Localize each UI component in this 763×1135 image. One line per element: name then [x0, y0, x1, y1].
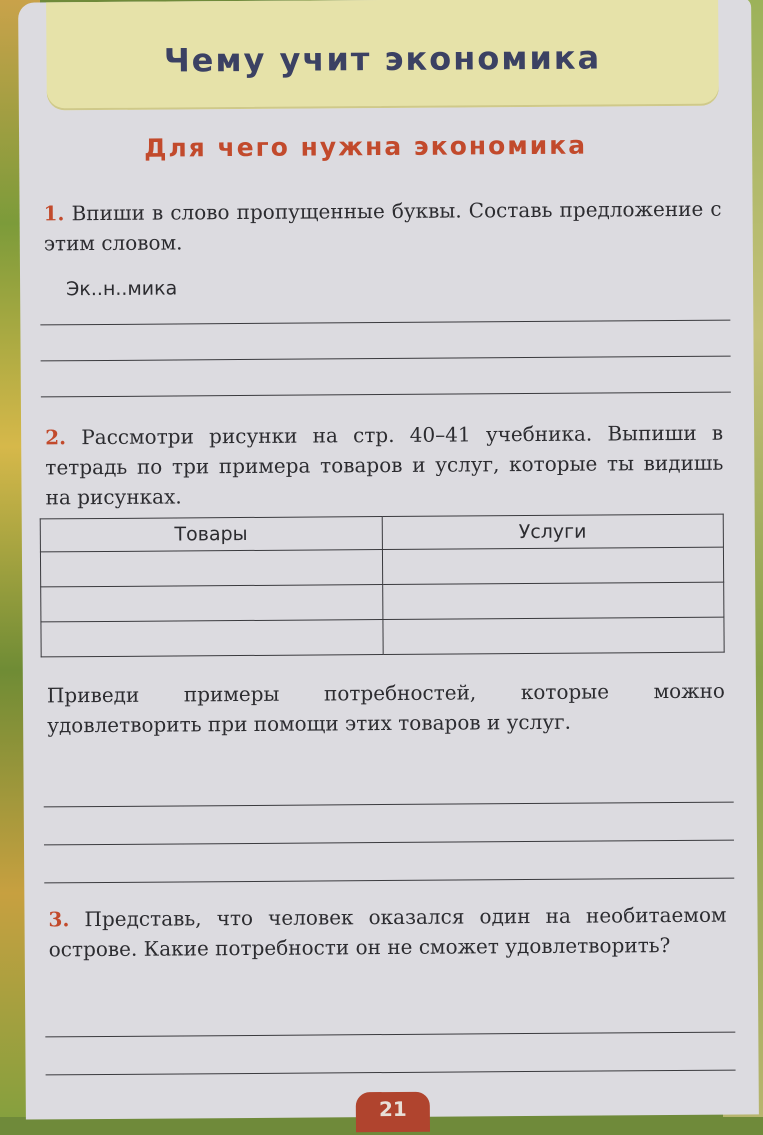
- answer-line[interactable]: [45, 1032, 735, 1038]
- task-2-text: Рассмотри рисунки на стр. 40–41 учебника. Выпиши в тетрадь по три примера товаров и услуг, которые ты видишь на рисунках.: [45, 420, 724, 510]
- task-1: [43, 194, 721, 259]
- answer-line[interactable]: [46, 1070, 736, 1076]
- chapter-title: Чему учит экономика: [163, 38, 602, 80]
- task-3-text: Представь, что человек оказался один на необитаемом острове. Какие потребности он не сможет удовлетворить?: [48, 902, 727, 962]
- table-cell-goods[interactable]: [40, 550, 382, 587]
- task-2: [45, 418, 724, 513]
- task-1-word: Эк..н..мика: [66, 277, 178, 301]
- table-cell-services[interactable]: [382, 582, 724, 619]
- task-3: [48, 900, 726, 965]
- table-cell-services[interactable]: [382, 547, 724, 584]
- table-cell-goods[interactable]: [41, 585, 383, 622]
- table-header-goods: Товары: [40, 517, 382, 552]
- table-row: [41, 617, 724, 657]
- answer-line[interactable]: [44, 840, 734, 846]
- task-3-number: 3.: [48, 907, 70, 932]
- table-header-row: [40, 514, 723, 552]
- table-header-services: Услуги: [382, 514, 724, 549]
- task-2-number: 2.: [45, 425, 67, 450]
- answer-line[interactable]: [40, 320, 730, 326]
- workbook-page: [18, 0, 759, 1120]
- task-1-number: 1.: [43, 201, 65, 226]
- task-2-followup: Приведи примеры потребностей, которые можно удовлетворить при помощи этих товаров и услуг.: [46, 678, 726, 738]
- table-cell-goods[interactable]: [41, 620, 383, 657]
- lesson-title: Для чего нужна экономика: [144, 130, 588, 163]
- table-cell-services[interactable]: [382, 617, 724, 654]
- chapter-banner: [46, 0, 719, 110]
- answer-line[interactable]: [44, 802, 734, 808]
- goods-services-table: [40, 514, 725, 658]
- page-number: 21: [356, 1092, 430, 1133]
- table-row: [41, 582, 724, 622]
- answer-line[interactable]: [41, 392, 731, 398]
- answer-line[interactable]: [41, 356, 731, 362]
- answer-line[interactable]: [44, 878, 734, 884]
- table-row: [40, 547, 723, 587]
- task-1-text: Впиши в слово пропущенные буквы. Составь предложение с этим словом.: [43, 196, 722, 256]
